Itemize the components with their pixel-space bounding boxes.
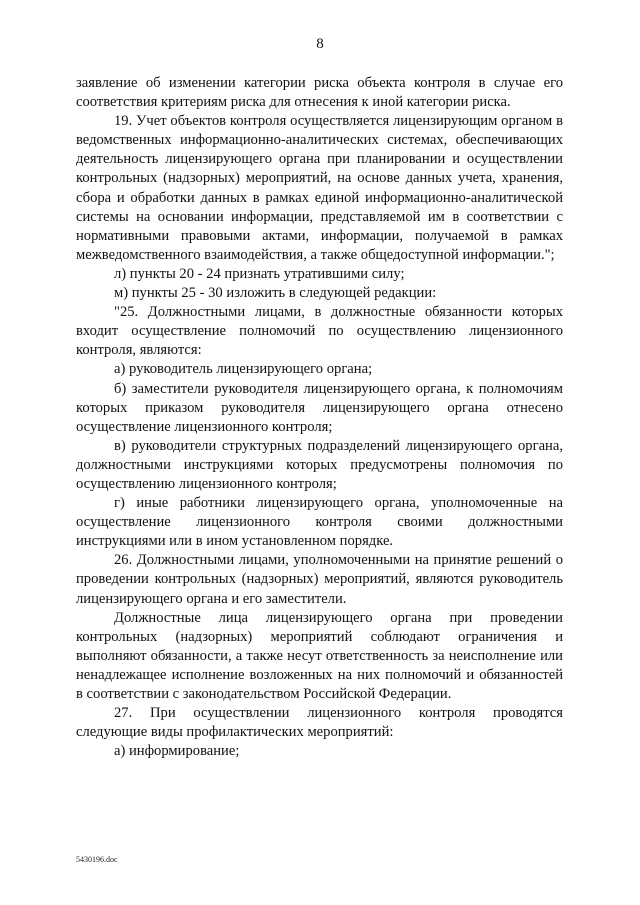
paragraph: 26. Должностными лицами, уполномоченными на принятие решений о проведении контрольных (надзорных) мероприятий, являются руководитель лицензирующего органа и его заместители. — [76, 552, 563, 607]
paragraph: л) пункты 20 - 24 признать утратившими силу; — [114, 265, 405, 282]
document-body — [76, 74, 563, 761]
file-name-footer: 5430196.doc — [76, 855, 118, 864]
paragraph: г) иные работники лицензирующего органа, уполномоченные на осуществление лицензионного контроля своими должностными инструкциями или в ином установленном порядке. — [76, 495, 563, 550]
paragraph: 19. Учет объектов контроля осуществляется лицензирующим органом в ведомственных информационно-аналитических системах, обеспечивающих деятельность лицензирующего органа при планировании и осуществлении контрольных (надзорных) мероприятий, на основе данных учета, хранения, сбора и обработки данных в рамках единой информационно-аналитической системы на основании информации, представляемой им в соответствии с нормативными правовыми актами, информации, получаемой в рамках межведомственного взаимодействия, а также общедоступной информации."; — [76, 113, 563, 263]
paragraph: в) руководители структурных подразделений лицензирующего органа, должностными инструкциями которых предусмотрены полномочия по осуществлению лицензионного контроля; — [76, 437, 563, 492]
paragraph: б) заместители руководителя лицензирующего органа, к полномочиям которых приказом руководителя лицензирующего органа отнесено осуществление лицензионного контроля; — [76, 380, 563, 435]
page-number: 8 — [316, 36, 324, 52]
paragraph: м) пункты 25 - 30 изложить в следующей редакции: — [114, 285, 437, 302]
paragraph: 27. При осуществлении лицензионного контроля проводятся следующие виды профилактических мероприятий: — [76, 705, 563, 741]
paragraph: Должностные лица лицензирующего органа при проведении контрольных (надзорных) мероприятий соблюдают ограничения и выполняют обязанности, а также несут ответственность за неисполнение или ненадлежащее исполнение возложенных на них полномочий и обязанностей в соответствии с законодательством Российской Федерации. — [76, 609, 563, 702]
paragraph: а) информирование; — [114, 743, 240, 760]
paragraph: "25. Должностными лицами, в должностные обязанности которых входит осуществление полномочий по осуществлению лицензионного контроля, являются: — [76, 304, 563, 359]
paragraph: заявление об изменении категории риска объекта контроля в случае его соответствия критериям риска для отнесения к иной категории риска. — [76, 75, 563, 111]
paragraph: а) руководитель лицензирующего органа; — [114, 361, 373, 378]
